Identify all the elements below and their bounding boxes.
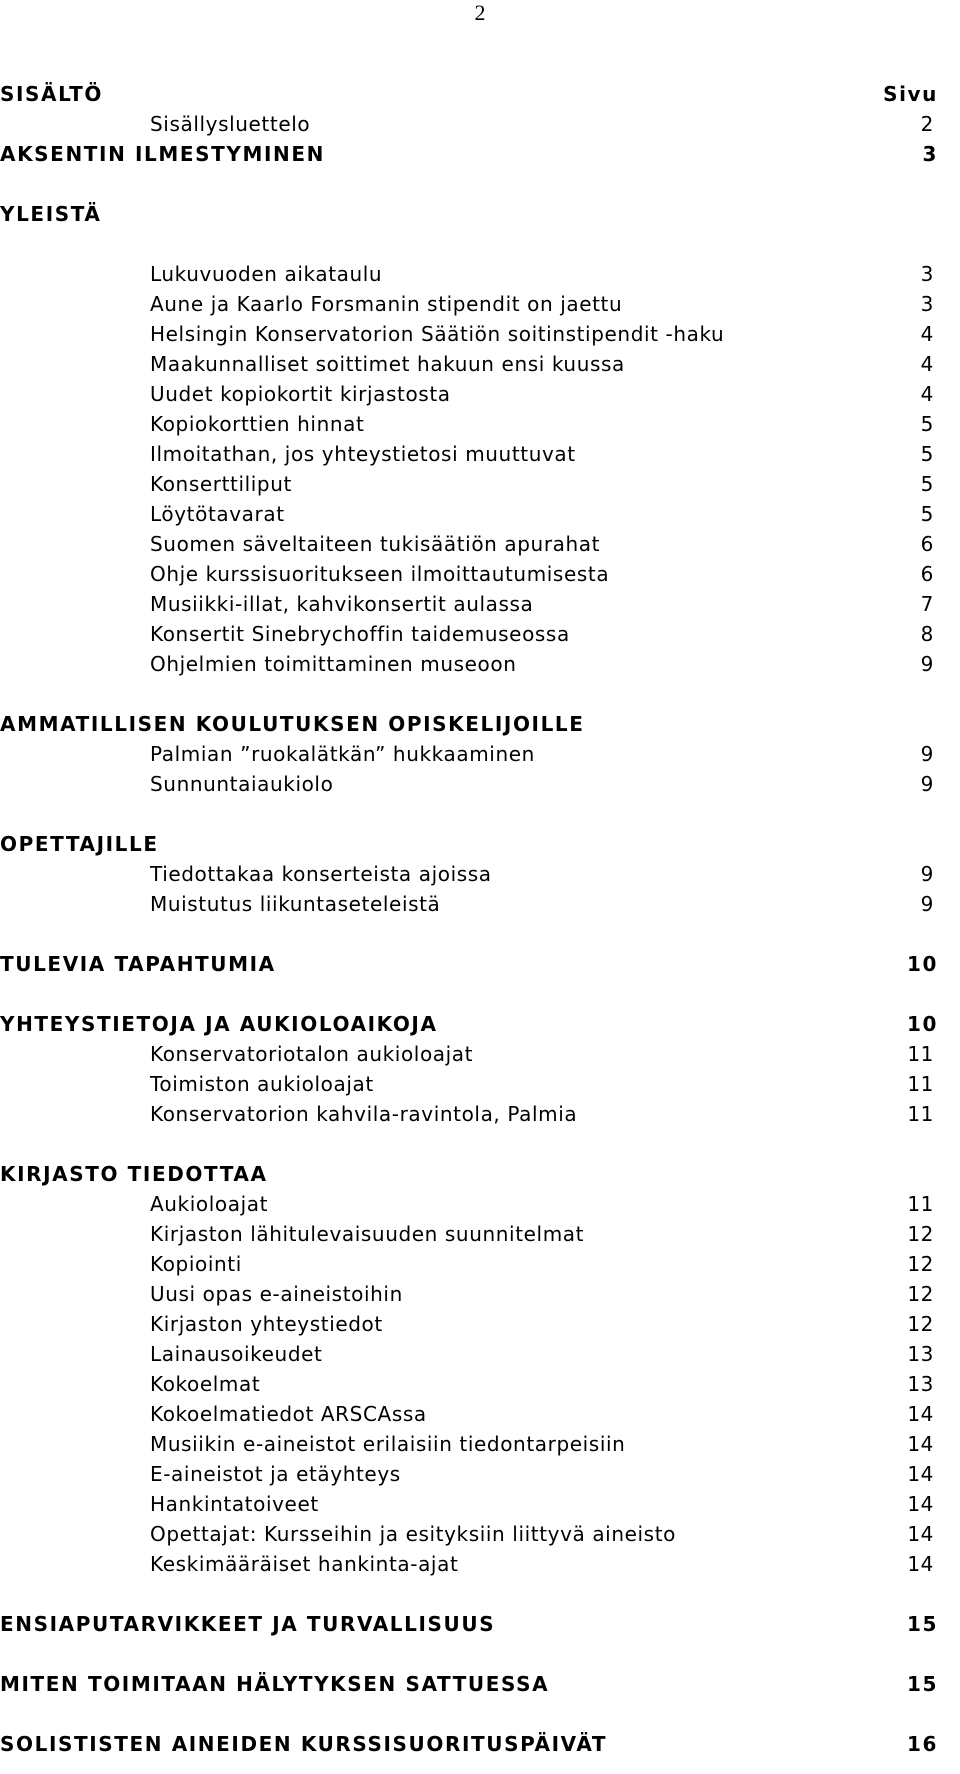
toc-entry-page: 4: [920, 322, 934, 346]
toc-entry-label: E-aineistot ja etäyhteys: [150, 1462, 401, 1486]
toc-entry: [0, 1339, 960, 1369]
toc-entry: [0, 619, 960, 649]
toc-entry: [0, 1099, 960, 1129]
toc-entry-label: Kopiointi: [150, 1252, 242, 1276]
toc-entry-label: Helsingin Konservatorion Säätiön soitinstipendit -haku: [150, 322, 725, 346]
toc-entry: [0, 349, 960, 379]
toc-entry: [0, 1459, 960, 1489]
toc-entry-label: Maakunnalliset soittimet hakuun ensi kuussa: [150, 352, 625, 376]
toc-entry-label: Lukuvuoden aikataulu: [150, 262, 383, 286]
toc-section-heading: AMMATILLISEN KOULUTUKSEN OPISKELIJOILLE: [0, 712, 585, 736]
toc-entry-label: Ilmoitathan, jos yhteystietosi muuttuvat: [150, 442, 576, 466]
toc-section-heading-row: [0, 139, 960, 169]
toc-entry-page: 3: [920, 292, 934, 316]
toc-title: SISÄLTÖ: [0, 82, 104, 106]
toc-section-heading-row: [0, 829, 960, 859]
toc-entry-label: Kokoelmatiedot ARSCAssa: [150, 1402, 427, 1426]
toc-entry-page: 3: [920, 262, 934, 286]
toc-section-heading-row: [0, 1669, 960, 1699]
toc-section-heading: SOLISTISTEN AINEIDEN KURSSISUORITUSPÄIVÄT: [0, 1732, 608, 1756]
section-spacer: [0, 1639, 960, 1669]
toc-entry: [0, 529, 960, 559]
toc-entry-label: Musiikin e-aineistot erilaisiin tiedontarpeisiin: [150, 1432, 626, 1456]
toc-entry: [0, 1249, 960, 1279]
toc-section-page: 16: [906, 1732, 938, 1756]
toc-entry-label: Hankintatoiveet: [150, 1492, 319, 1516]
toc-entry-page: 9: [920, 772, 934, 796]
section-spacer: [0, 229, 960, 259]
section-spacer: [0, 169, 960, 199]
toc-entry-page: 7: [920, 592, 934, 616]
toc-entry: [0, 1549, 960, 1579]
toc-entry: [0, 859, 960, 889]
toc-entry-page: 11: [907, 1102, 934, 1126]
toc-entry: [0, 1039, 960, 1069]
toc-entry: [0, 1429, 960, 1459]
toc-section-heading: TULEVIA TAPAHTUMIA: [0, 952, 276, 976]
toc-entry-page: 11: [907, 1192, 934, 1216]
toc-entry-page: 14: [907, 1432, 934, 1456]
section-spacer: [0, 679, 960, 709]
toc-entry-page: 14: [907, 1402, 934, 1426]
toc-entry: [0, 379, 960, 409]
toc-section-heading-row: [0, 1159, 960, 1189]
toc-entry: [0, 1369, 960, 1399]
toc-entry-page: 12: [907, 1222, 934, 1246]
toc-entry-page: 4: [920, 352, 934, 376]
toc-entry-page: 9: [920, 862, 934, 886]
toc-entry-label: Konsertit Sinebrychoffin taidemuseossa: [150, 622, 570, 646]
toc-entry-label: Uudet kopiokortit kirjastosta: [150, 382, 451, 406]
toc-entry: [0, 649, 960, 679]
section-spacer: [0, 1129, 960, 1159]
toc-section-heading: OPETTAJILLE: [0, 832, 159, 856]
toc-entry: [0, 739, 960, 769]
toc-entry-page: 5: [920, 472, 934, 496]
toc-section-heading: YLEISTÄ: [0, 202, 102, 226]
toc-entry: [0, 1069, 960, 1099]
toc-entry: [0, 319, 960, 349]
page-number: 2: [474, 0, 486, 25]
table-of-contents: [0, 79, 960, 1759]
toc-entry-label: Kokoelmat: [150, 1372, 261, 1396]
toc-title-row: [0, 79, 960, 109]
section-spacer: [0, 799, 960, 829]
toc-entry-page: 6: [920, 562, 934, 586]
toc-entry-label: Keskimääräiset hankinta-ajat: [150, 1552, 459, 1576]
toc-section-page: 15: [906, 1612, 938, 1636]
toc-entry-label: Kopiokorttien hinnat: [150, 412, 365, 436]
toc-entry-label: Tiedottakaa konserteista ajoissa: [150, 862, 492, 886]
toc-entry: [0, 559, 960, 589]
toc-section-page: 15: [906, 1672, 938, 1696]
toc-entry: [0, 1489, 960, 1519]
toc-entry-page: 4: [920, 382, 934, 406]
toc-section-page: 10: [906, 1012, 938, 1036]
toc-entry-label: Ohjelmien toimittaminen museoon: [150, 652, 517, 676]
toc-entry: [0, 889, 960, 919]
toc-entry-page: 6: [920, 532, 934, 556]
toc-entry-label: Konserttiliput: [150, 472, 292, 496]
toc-section-heading: ENSIAPUTARVIKKEET JA TURVALLISUUS: [0, 1612, 496, 1636]
toc-entry-label: Löytötavarat: [150, 502, 285, 526]
toc-section-heading-row: [0, 949, 960, 979]
toc-entry-label: Kirjaston lähitulevaisuuden suunnitelmat: [150, 1222, 585, 1246]
toc-section-heading: AKSENTIN ILMESTYMINEN: [0, 142, 325, 166]
toc-section-heading: YHTEYSTIETOJA JA AUKIOLOAIKOJA: [0, 1012, 438, 1036]
toc-entry: [0, 1519, 960, 1549]
toc-entry-label: Sisällysluettelo: [150, 112, 311, 136]
toc-entry: [0, 1309, 960, 1339]
toc-entry-label: Musiikki-illat, kahvikonsertit aulassa: [150, 592, 534, 616]
toc-entry-page: 12: [907, 1312, 934, 1336]
toc-entry-label: Aukioloajat: [150, 1192, 269, 1216]
toc-entry: [0, 1399, 960, 1429]
section-spacer: [0, 1699, 960, 1729]
toc-section-heading-row: [0, 1609, 960, 1639]
toc-entry: [0, 409, 960, 439]
toc-entry: [0, 589, 960, 619]
toc-entry-page: 5: [920, 442, 934, 466]
toc-entry-page: 14: [907, 1462, 934, 1486]
section-spacer: [0, 919, 960, 949]
toc-entry-page: 5: [920, 412, 934, 436]
toc-section-heading-row: [0, 199, 960, 229]
toc-entry-label: Ohje kurssisuoritukseen ilmoittautumisesta: [150, 562, 610, 586]
toc-entry-label: Konservatoriotalon aukioloajat: [150, 1042, 474, 1066]
toc-entry: [0, 289, 960, 319]
toc-entry-page: 5: [920, 502, 934, 526]
toc-entry-page: 12: [907, 1282, 934, 1306]
toc-entry-label: Lainausoikeudet: [150, 1342, 323, 1366]
toc-entry-label: Konservatorion kahvila-ravintola, Palmia: [150, 1102, 578, 1126]
toc-entry-label: Opettajat: Kursseihin ja esityksiin liittyvä aineisto: [150, 1522, 676, 1546]
toc-entry-page: 9: [920, 892, 934, 916]
page-column-label: Sivu: [883, 82, 938, 106]
toc-entry-page: 14: [907, 1522, 934, 1546]
toc-entry-page: 12: [907, 1252, 934, 1276]
toc-section-heading-row: [0, 1729, 960, 1759]
toc-entry-page: 2: [920, 112, 934, 136]
toc-entry-label: Muistutus liikuntaseteleistä: [150, 892, 441, 916]
toc-entry-page: 14: [907, 1552, 934, 1576]
toc-section-page: 10: [906, 952, 938, 976]
toc-section-heading-row: [0, 1009, 960, 1039]
toc-entry: [0, 1219, 960, 1249]
toc-entry-label: Kirjaston yhteystiedot: [150, 1312, 383, 1336]
toc-entry-page: 9: [920, 742, 934, 766]
toc-entry: [0, 439, 960, 469]
section-spacer: [0, 1579, 960, 1609]
toc-entry: [0, 109, 960, 139]
toc-section-page: 3: [922, 142, 938, 166]
toc-entry: [0, 1189, 960, 1219]
toc-entry: [0, 499, 960, 529]
toc-section-heading: MITEN TOIMITAAN HÄLYTYKSEN SATTUESSA: [0, 1672, 550, 1696]
toc-entry-label: Aune ja Kaarlo Forsmanin stipendit on jaettu: [150, 292, 623, 316]
toc-entry-page: 9: [920, 652, 934, 676]
toc-section-heading: KIRJASTO TIEDOTTAA: [0, 1162, 268, 1186]
toc-entry-page: 14: [907, 1492, 934, 1516]
toc-entry: [0, 1279, 960, 1309]
toc-entry-page: 13: [907, 1342, 934, 1366]
toc-entry-page: 11: [907, 1072, 934, 1096]
toc-section-heading-row: [0, 709, 960, 739]
toc-entry-page: 13: [907, 1372, 934, 1396]
toc-entry: [0, 259, 960, 289]
toc-entry-label: Palmian ”ruokalätkän” hukkaaminen: [150, 742, 535, 766]
toc-entry: [0, 769, 960, 799]
toc-entry-label: Toimiston aukioloajat: [150, 1072, 374, 1096]
toc-entry: [0, 469, 960, 499]
toc-entry-label: Suomen säveltaiteen tukisäätiön apurahat: [150, 532, 601, 556]
toc-entry-label: Sunnuntaiaukiolo: [150, 772, 334, 796]
toc-entry-label: Uusi opas e-aineistoihin: [150, 1282, 403, 1306]
toc-entry-page: 11: [907, 1042, 934, 1066]
section-spacer: [0, 979, 960, 1009]
toc-entry-page: 8: [920, 622, 934, 646]
